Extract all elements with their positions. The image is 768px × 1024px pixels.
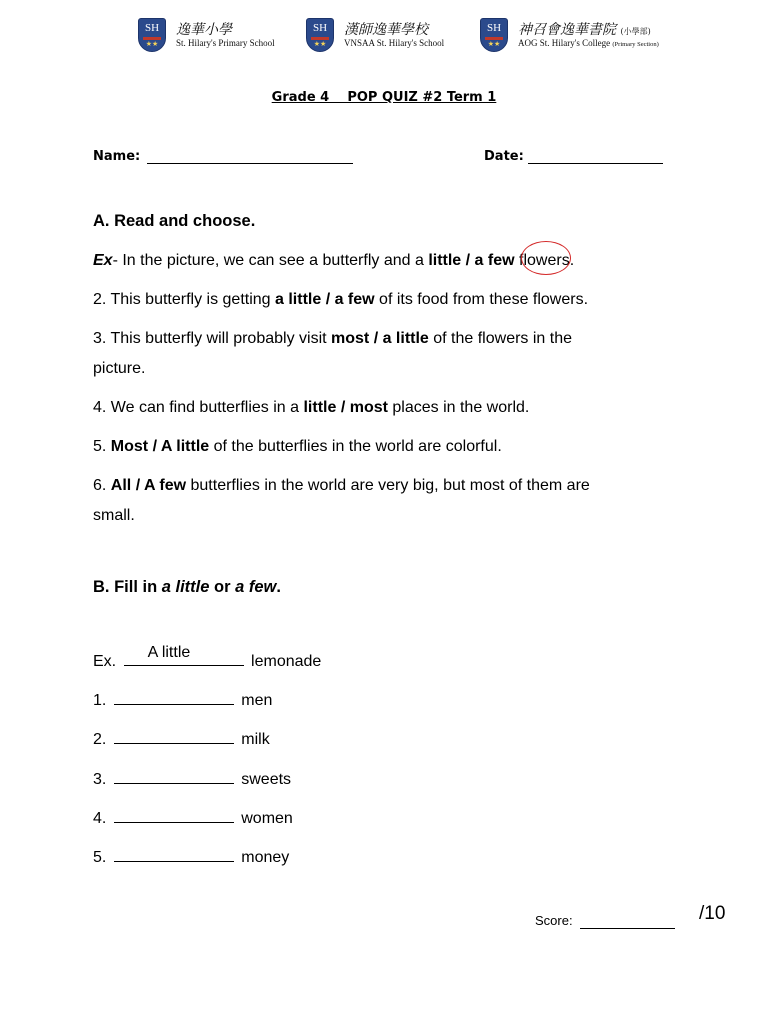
options[interactable]: a little / a few bbox=[275, 291, 375, 308]
answer-circle-mark bbox=[521, 241, 571, 275]
logo-english-name: AOG St. Hilary's College (Primary Section) bbox=[518, 38, 659, 48]
fill-item-3: 3. sweets bbox=[93, 767, 291, 789]
date-field[interactable] bbox=[528, 163, 663, 164]
school-crest-icon: SH ★★ bbox=[138, 18, 166, 52]
name-label: Name: bbox=[93, 149, 141, 164]
options[interactable]: most / a little bbox=[331, 330, 429, 347]
fill-item-1: 1. men bbox=[93, 688, 272, 710]
question-4: 4. We can find butterflies in a little / most places in the world. bbox=[93, 399, 530, 416]
question-3: 3. This butterfly will probably visit most / a little of the flowers in the bbox=[93, 330, 572, 347]
quiz-title: Grade 4 POP QUIZ #2 Term 1 bbox=[271, 90, 497, 105]
logo-english-name: VNSAA St. Hilary's School bbox=[344, 38, 445, 48]
options[interactable]: Most / A little bbox=[110, 438, 210, 455]
question-3-continued: picture. bbox=[93, 360, 146, 377]
logo-chinese-name: 漢師逸華學校 bbox=[344, 22, 428, 38]
school-logos bbox=[0, 16, 768, 56]
score-field[interactable] bbox=[580, 928, 675, 929]
name-field[interactable] bbox=[147, 163, 353, 164]
question-5: 5. Most / A little of the butterflies in the world are colorful. bbox=[93, 438, 502, 455]
answer-blank[interactable] bbox=[114, 688, 234, 705]
fill-example: Ex. A little lemonade bbox=[93, 644, 322, 670]
options[interactable]: little / most bbox=[303, 399, 388, 416]
answer-blank[interactable] bbox=[114, 845, 234, 862]
date-label: Date: bbox=[484, 149, 524, 164]
question-2: 2. This butterfly is getting a little / a few of its food from these flowers. bbox=[93, 291, 589, 308]
logo-english-name: St. Hilary's Primary School bbox=[176, 38, 275, 48]
section-a-title: A. Read and choose. bbox=[93, 212, 256, 230]
logo-chinese-name: 神召會逸華書院 (小學部) bbox=[518, 22, 651, 38]
answer-blank[interactable] bbox=[124, 644, 244, 666]
school-crest-icon: SH ★★ bbox=[480, 18, 508, 52]
answer-blank[interactable] bbox=[114, 727, 234, 744]
logo-chinese-name: 逸華小學 bbox=[176, 22, 232, 38]
school-crest-icon: SH ★★ bbox=[306, 18, 334, 52]
question-6-continued: small. bbox=[93, 507, 135, 524]
answer-blank[interactable] bbox=[114, 767, 234, 784]
question-6: 6. All / A few butterflies in the world are very big, but most of them are bbox=[93, 477, 590, 494]
score-total: /10 bbox=[699, 903, 726, 924]
fill-item-4: 4. women bbox=[93, 806, 293, 828]
fill-item-2: 2. milk bbox=[93, 727, 270, 749]
question-example: Ex- In the picture, we can see a butterfly and a little / a few flowers. bbox=[93, 252, 575, 269]
fill-item-5: 5. money bbox=[93, 845, 289, 867]
score-label: Score: bbox=[535, 913, 573, 928]
section-b-title: B. Fill in a little or a few. bbox=[93, 578, 281, 596]
answer-blank[interactable] bbox=[114, 806, 234, 823]
options[interactable]: All / A few bbox=[110, 477, 187, 494]
example-answer: A little bbox=[147, 644, 191, 661]
